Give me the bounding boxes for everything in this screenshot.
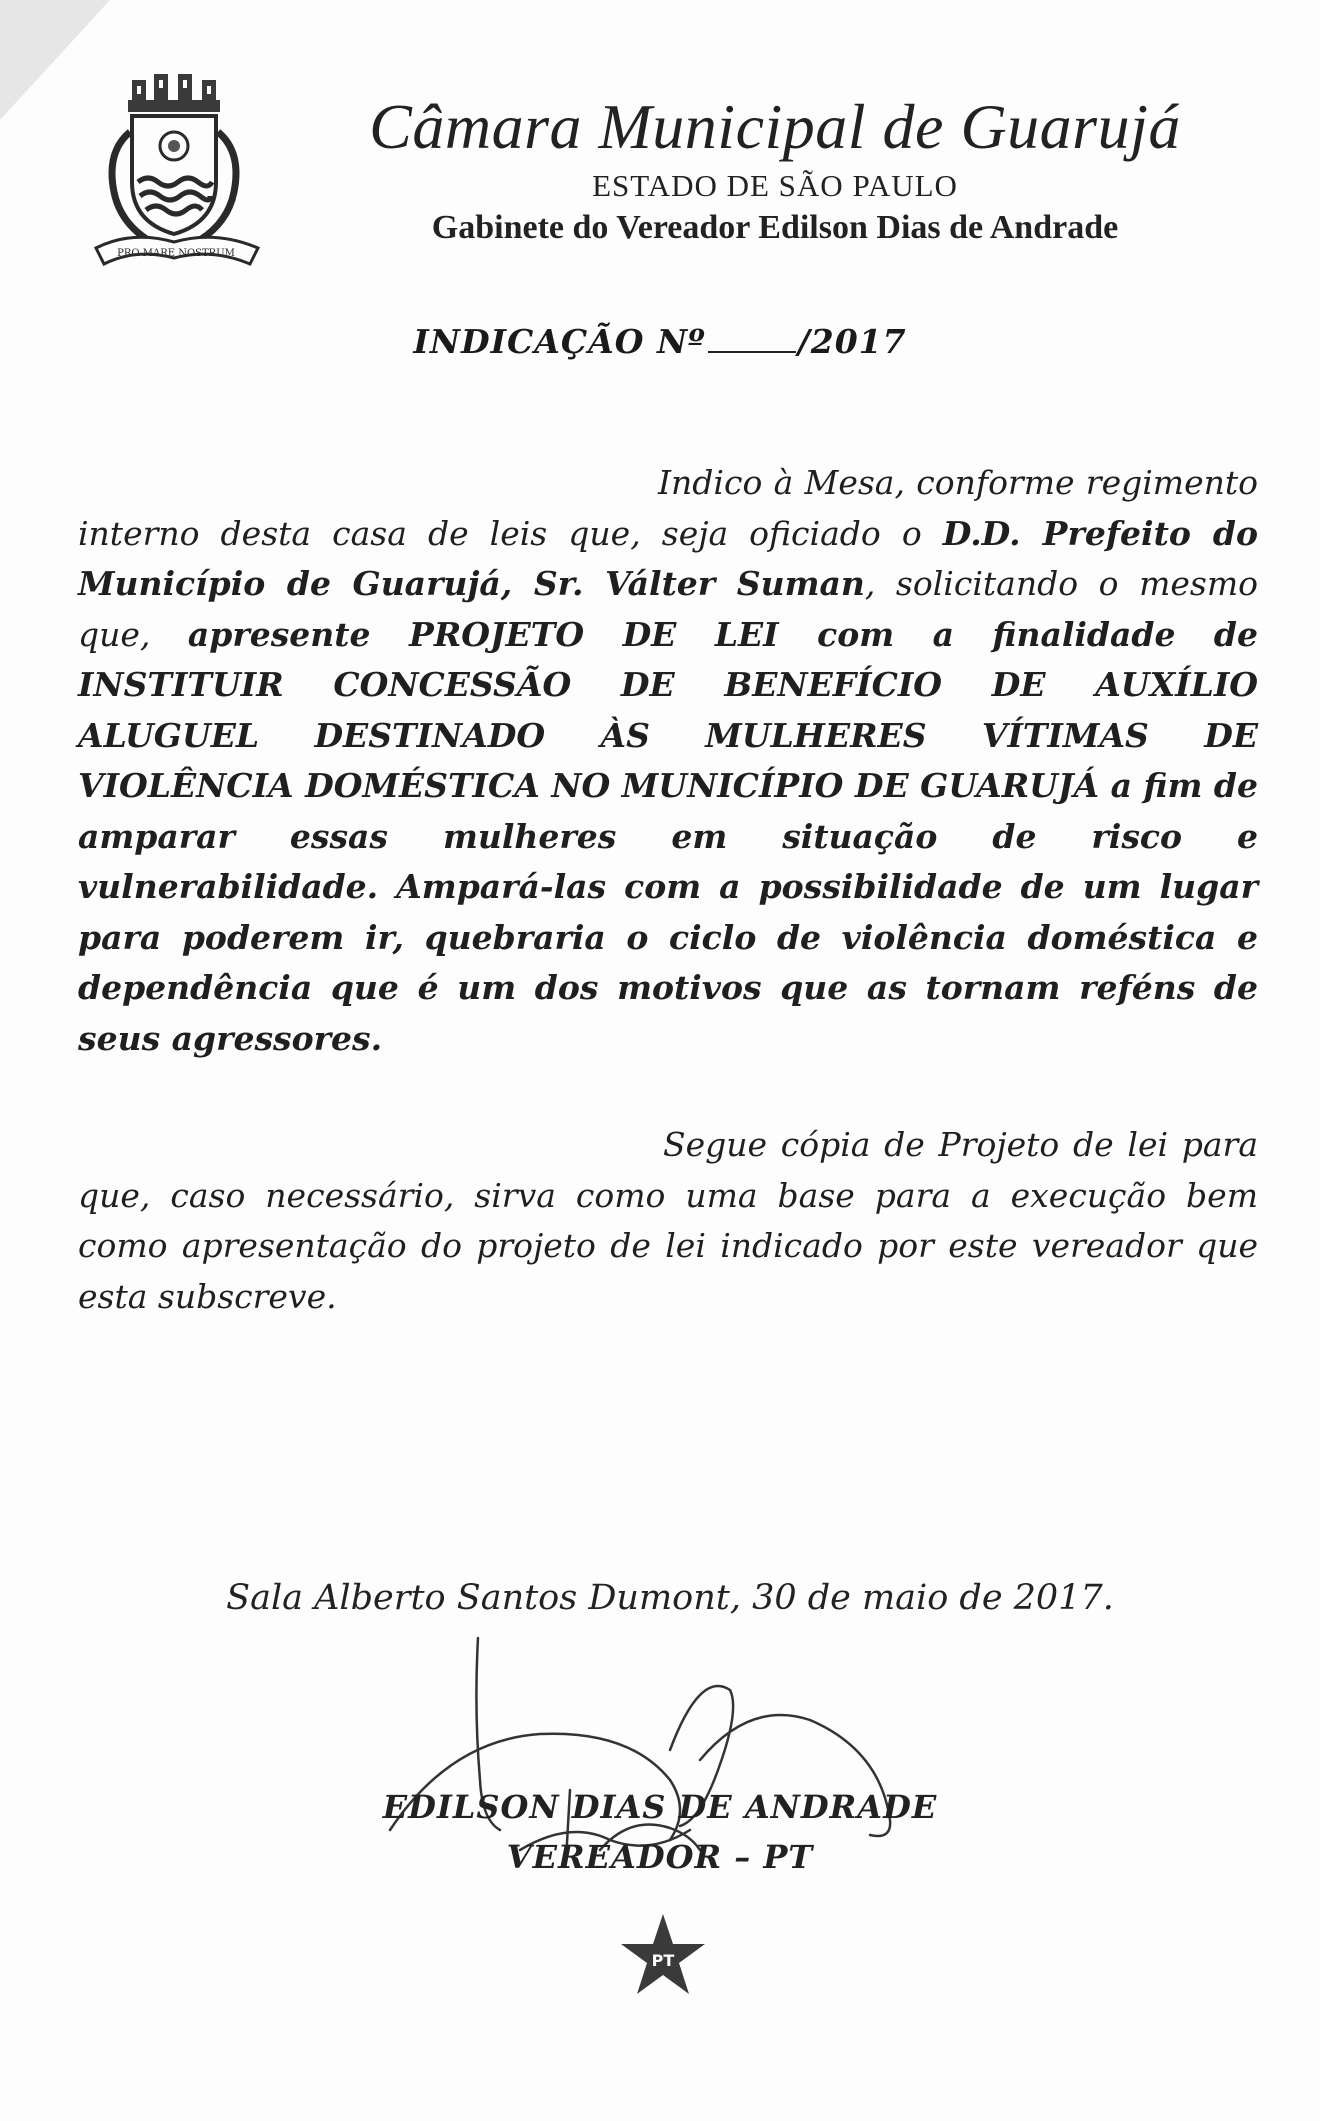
letterhead	[280, 90, 1270, 250]
request-subject: apresente PROJETO DE LEI com a finalidade de INSTITUIR CONCESSÃO DE BENEFÍCIO DE AUXÍLIO ALUGUEL DESTINADO ÀS MULHERES VÍTIMAS DE VIOLÊNCIA DOMÉSTICA NO MUNICÍPIO DE GUARUJÁ a fim de amparar essas mulheres em situação de risco e vulnerabilidade. Ampará-las com a possibilidade de um lugar para poderem ir, quebraria o ciclo de violência doméstica e dependência que é um dos motivos que as tornam reféns de seus agressores.	[78, 614, 1258, 1058]
party-star-icon	[620, 1912, 706, 1996]
attachment-text: Segue cópia de Projeto de lei para que, caso necessário, sirva como uma base para a execução bem como apresentação do projeto de lei indicado por este vereador que esta subscreve.	[78, 1125, 1258, 1316]
signer-role: VEREADOR – PT	[506, 1838, 814, 1876]
signature-icon	[370, 1630, 990, 1930]
request-text-part1: Indico à Mesa, conforme regimento interno desta casa de leis que, seja oficiado o	[78, 463, 1258, 553]
signer-name: EDILSON DIAS DE ANDRADE	[382, 1788, 938, 1826]
letterhead-title: Câmara Municipal de Guarujá	[369, 91, 1181, 162]
indicacao-heading	[0, 322, 1320, 361]
request-paragraph	[78, 458, 1258, 1064]
request-addressee: D.D. Prefeito do Município de Guarujá, Sr. Válter Suman	[78, 513, 1258, 603]
date-line: Sala Alberto Santos Dumont, 30 de maio de 2017.	[226, 1578, 1114, 1618]
attachment-paragraph	[78, 1120, 1258, 1322]
indicacao-number-blank	[708, 325, 796, 353]
municipal-crest-icon	[92, 72, 262, 272]
svg-text:PRO MARE NOSTRUM: PRO MARE NOSTRUM	[117, 248, 235, 259]
indicacao-prefix: INDICAÇÃO Nº	[413, 322, 706, 361]
letterhead-state: ESTADO DE SÃO PAULO	[592, 168, 958, 203]
request-text-part2: , solicitando o mesmo que,	[78, 564, 1258, 654]
indicacao-suffix: /2017	[797, 322, 907, 361]
party-logo-text: PT	[651, 1951, 675, 1970]
letterhead-cabinet: Gabinete do Vereador Edilson Dias de Andrade	[431, 209, 1119, 246]
